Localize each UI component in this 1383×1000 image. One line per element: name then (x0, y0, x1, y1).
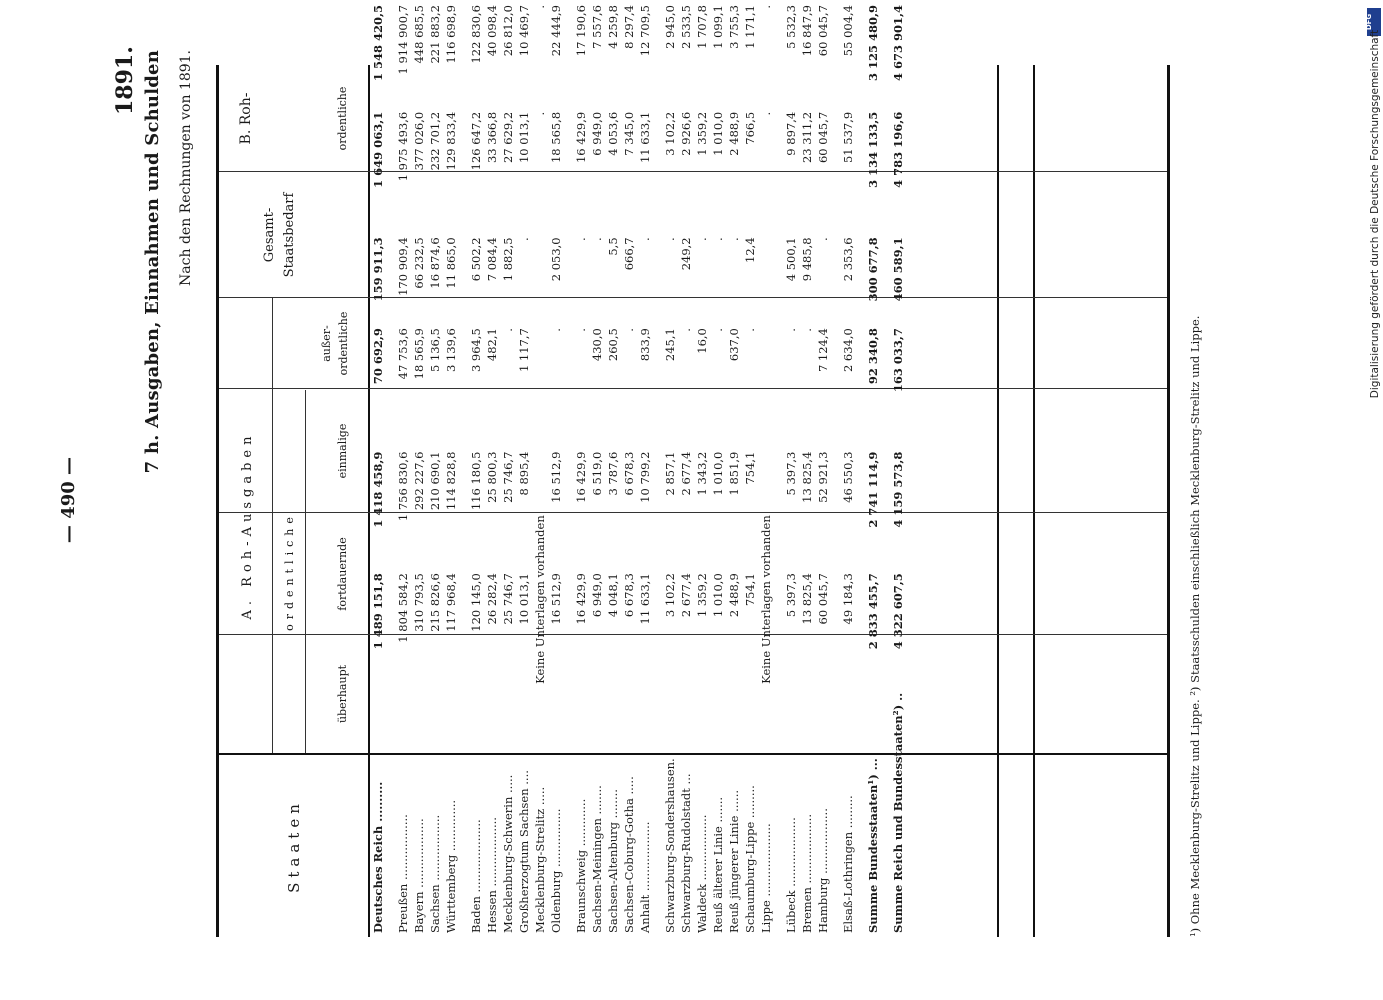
table-cell: 1 649 063,1 (371, 111, 385, 188)
state-name: Braunschweig ............. (574, 798, 588, 933)
table-cell: 2 833 455,7 (866, 573, 880, 650)
table-cell: 2 533,5 (679, 5, 693, 49)
table-cell: 40 098,4 (485, 5, 499, 57)
table-cell: 16 874,6 (428, 237, 442, 289)
table-row (589, 0, 605, 937)
table-cell: 249,2 (679, 237, 693, 271)
row-spacer (881, 0, 890, 937)
state-name: Schaumburg-Lippe ......... (743, 785, 757, 933)
table-row (532, 0, 548, 937)
table-cell: 16 429,9 (574, 111, 588, 164)
table-cell: 2 488,9 (727, 573, 741, 618)
table-cell: . (711, 237, 725, 242)
row-spacer (774, 0, 783, 937)
table-cell: 117 968,4 (444, 573, 458, 632)
table-cell: 2 945,0 (663, 5, 677, 49)
table-cell: 126 647,2 (469, 111, 483, 171)
table-cell: 3 755,3 (727, 5, 741, 49)
table-cell: 460 589,1 (891, 237, 905, 302)
table-cell: . (816, 237, 830, 242)
footnotes: ¹) Ohne Mecklenburg-Strelitz und Lippe. ²) Staatsschulden einschließlich Mecklenburg-Strelitz und Lippe. (1188, 315, 1202, 937)
table-cell: 1 975 493,6 (396, 111, 410, 182)
table-cell: 92 340,8 (866, 328, 880, 385)
table-cell: . (711, 328, 725, 332)
state-name: Bremen ................... (800, 814, 814, 933)
table-cell: 2 677,4 (679, 451, 693, 496)
table-row (694, 0, 710, 937)
table-cell: 766,5 (743, 111, 757, 145)
table-cell: 170 909,4 (396, 237, 410, 296)
table-cell: 16 512,9 (549, 573, 563, 625)
table-cell: 6 502,2 (469, 237, 483, 282)
state-name: Lübeck ................... (784, 817, 798, 933)
row-spacer (856, 0, 865, 937)
table-cell: 12,4 (743, 237, 757, 263)
state-name: Summe Reich und Bundesstaaten²) .. (891, 692, 905, 933)
dfg-logo-text: DFG (1365, 13, 1374, 31)
table-cell: 66 232,5 (412, 237, 426, 289)
table-cell: 5 136,5 (428, 328, 442, 373)
table-cell: 16 429,9 (574, 573, 588, 625)
table-row (758, 0, 774, 937)
table-cell: 3 134 133,5 (866, 111, 880, 188)
table-cell: 122 830,6 (469, 5, 483, 64)
page-title: 7 h. Ausgaben, Einnahmen und Schulden (142, 50, 163, 474)
row-spacer (386, 0, 395, 937)
table-cell: 1 359,2 (695, 111, 709, 156)
table-cell: 4 322 607,5 (891, 573, 905, 650)
table-row (484, 0, 500, 937)
state-name: Reuß älterer Linie ....... (711, 796, 725, 933)
table-cell: 2 926,6 (679, 111, 693, 156)
state-name: Reuß jüngerer Linie ...... (727, 789, 741, 933)
table-cell: 3 964,5 (469, 328, 483, 373)
digitization-credit: Digitalisierung gefördert durch die Deutsche Forschungsgemeinschaft (1369, 29, 1381, 399)
table-cell: 1 914 900,7 (396, 5, 410, 75)
table-cell: 13 825,4 (800, 451, 814, 503)
sum-rule (997, 65, 999, 937)
table-cell: 11 633,1 (638, 111, 652, 164)
table-cell: 6 949,0 (590, 573, 604, 618)
table-cell: . (695, 237, 709, 242)
table-cell: 1 171,1 (743, 5, 757, 49)
header-fortdauernde: fortdauernde (336, 537, 349, 611)
table-cell: 260,5 (606, 328, 620, 362)
table-cell: . (784, 328, 798, 332)
table-cell: 666,7 (622, 237, 636, 271)
table-row (443, 0, 459, 937)
table-cell: 23 311,2 (800, 111, 814, 164)
table-cell: 292 227,6 (412, 451, 426, 511)
table-row (799, 0, 815, 937)
page-subtitle: Nach den Rechnungen von 1891. (178, 50, 194, 286)
table-cell: 17 190,6 (574, 5, 588, 57)
state-name: Oldenburg ................ (549, 808, 563, 933)
table-row (678, 0, 694, 937)
state-name: Sachsen .................. (428, 814, 442, 933)
table-row (516, 0, 532, 937)
table-row (662, 0, 678, 937)
table-cell: 1 707,8 (695, 5, 709, 49)
table-cell: 210 690,1 (428, 451, 442, 511)
table-cell: 46 550,3 (841, 451, 855, 503)
table-cell: 3 102,2 (663, 573, 677, 618)
header-gesamt: Gesamt- (262, 207, 277, 263)
state-name: Sachsen-Altenburg ........ (606, 789, 620, 933)
table-cell: . (727, 237, 741, 242)
table-cell: 10 013,1 (517, 573, 531, 625)
table-cell: . (549, 328, 563, 332)
table-cell: . (533, 5, 547, 9)
table-cell: 4 500,1 (784, 237, 798, 282)
state-name: Sachsen-Coburg-Gotha ..... (622, 776, 636, 933)
table-cell: . (574, 328, 588, 332)
table-cell: 2 741 114,9 (866, 451, 880, 528)
table-cell: 2 488,9 (727, 111, 741, 156)
header-group-a: A. Roh-Ausgaben (240, 431, 255, 620)
table-top-rule (216, 65, 219, 937)
table-cell: 430,0 (590, 328, 604, 362)
table-cell: 1 882,5 (501, 237, 515, 282)
state-name: Baden .................... (469, 819, 483, 933)
table-cell: 16,0 (695, 328, 709, 354)
no-data-note: Keine Unterlagen vorhanden (533, 515, 547, 684)
table-row (621, 0, 637, 937)
year-heading: 1891. (112, 46, 138, 115)
table-row (865, 0, 881, 937)
table-cell: 4 783 196,6 (891, 111, 905, 188)
state-name: Hessen ................... (485, 817, 499, 933)
table-cell: 10 469,7 (517, 5, 531, 57)
table-cell: 3 102,2 (663, 111, 677, 156)
table-cell: 27 629,2 (501, 111, 515, 164)
table-row (427, 0, 443, 937)
table-cell: . (590, 237, 604, 242)
table-cell: 10 013,1 (517, 111, 531, 164)
row-spacer (831, 0, 840, 937)
state-name: Preußen .................. (396, 814, 410, 933)
table-cell: 60 045,7 (816, 5, 830, 57)
table-cell: . (622, 328, 636, 332)
table-cell: 1 010,0 (711, 111, 725, 156)
table-cell: 116 180,5 (469, 451, 483, 511)
table-cell: 377 026,0 (412, 111, 426, 171)
table-cell: 60 045,7 (816, 573, 830, 625)
data-table (370, 0, 906, 937)
table-cell: 833,9 (638, 328, 652, 362)
table-cell: 4 053,6 (606, 111, 620, 156)
row-spacer (653, 0, 662, 937)
table-row (395, 0, 411, 937)
table-cell: 5,5 (606, 237, 620, 256)
table-cell: . (574, 237, 588, 242)
table-cell: 6 678,3 (622, 573, 636, 618)
table-cell: 4 259,8 (606, 5, 620, 49)
table-row (890, 0, 906, 937)
state-name: Elsaß-Lothringen ......... (841, 795, 855, 933)
digitization-sidebar (1365, 8, 1383, 992)
header-ueberhaupt: überhaupt (336, 664, 349, 724)
header-einmalige: einmalige (336, 423, 349, 479)
table-cell: 7 557,6 (590, 5, 604, 49)
state-name: Mecklenburg-Schwerin ..... (501, 774, 515, 933)
table-bottom-rule (1167, 65, 1170, 937)
table-cell: 10 799,2 (638, 451, 652, 503)
table-row (370, 0, 386, 937)
table-cell: 9 897,4 (784, 111, 798, 156)
table-row (815, 0, 831, 937)
table-cell: 2 634,0 (841, 328, 855, 373)
state-name: Deutsches Reich .......... (371, 781, 385, 933)
table-cell: . (800, 328, 814, 332)
table-cell: 754,1 (743, 451, 757, 485)
table-cell: 1 548 420,5 (371, 5, 385, 82)
state-name: Schwarzburg-Sondershausen. (663, 758, 677, 933)
table-row (411, 0, 427, 937)
page-number: — 490 — (58, 456, 79, 544)
table-cell: . (533, 111, 547, 116)
no-data-note: Keine Unterlagen vorhanden (759, 515, 773, 684)
table-cell: 13 825,4 (800, 573, 814, 625)
state-name: Württemberg .............. (444, 799, 458, 933)
state-name: Mecklenburg-Strelitz ..... (533, 786, 547, 933)
table-cell: 1 117,7 (517, 328, 531, 373)
table-cell: 5 532,3 (784, 5, 798, 49)
table-cell: 1 010,0 (711, 451, 725, 496)
table-cell: . (759, 5, 773, 9)
table-cell: 159 911,3 (371, 237, 385, 302)
header-ausser: außer- (320, 325, 333, 362)
table-cell: 47 753,6 (396, 328, 410, 380)
table-cell: 2 353,6 (841, 237, 855, 282)
table-cell: 11 865,0 (444, 237, 458, 289)
row-spacer (564, 0, 573, 937)
header-group-b: B. Roh- (238, 92, 254, 145)
table-row (468, 0, 484, 937)
table-cell: 49 184,3 (841, 573, 855, 625)
table-cell: 1 804 584,2 (396, 573, 410, 643)
table-row (840, 0, 856, 937)
table-cell: 1 359,2 (695, 573, 709, 618)
state-name: Anhalt ................... (638, 821, 652, 933)
table-cell: 52 921,3 (816, 451, 830, 503)
table-cell: . (501, 328, 515, 332)
table-cell: . (743, 328, 757, 332)
table-cell: 9 485,8 (800, 237, 814, 282)
table-cell: . (638, 237, 652, 242)
table-cell: 1 756 830,6 (396, 451, 410, 522)
table-cell: 221 883,2 (428, 5, 442, 64)
table-cell: 5 397,3 (784, 451, 798, 496)
table-cell: 8 895,4 (517, 451, 531, 496)
table-cell: 25 746,7 (501, 573, 515, 625)
table-cell: 7 345,0 (622, 111, 636, 156)
table-cell: 482,1 (485, 328, 499, 362)
table-cell: 245,1 (663, 328, 677, 362)
table-row (742, 0, 758, 937)
table-cell: 11 633,1 (638, 573, 652, 625)
table-cell: . (517, 237, 531, 242)
table-row (548, 0, 564, 937)
table-cell: 6 519,0 (590, 451, 604, 496)
table-cell: 1 851,9 (727, 451, 741, 496)
table-cell: 7 124,4 (816, 328, 830, 373)
table-cell: 754,1 (743, 573, 757, 607)
table-cell: 448 685,5 (412, 5, 426, 64)
table-cell: 1 418 458,9 (371, 451, 385, 528)
state-name: Sachsen-Meiningen ........ (590, 785, 604, 933)
table-row (726, 0, 742, 937)
table-cell: 25 746,7 (501, 451, 515, 503)
table-cell: 3 125 480,9 (866, 5, 880, 82)
header-ausserordentliche: ordentliche (337, 311, 350, 376)
table-cell: . (759, 111, 773, 116)
table-cell: 2 053,0 (549, 237, 563, 282)
state-name: Lippe .................... (759, 823, 773, 933)
table-cell: 114 828,8 (444, 451, 458, 511)
table-cell: 3 139,6 (444, 328, 458, 373)
table-cell: 16 429,9 (574, 451, 588, 503)
table-cell: 4 673 901,4 (891, 5, 905, 82)
table-cell: 16 512,9 (549, 451, 563, 503)
table-cell: 232 701,2 (428, 111, 442, 171)
table-cell: 25 800,3 (485, 451, 499, 503)
table-cell: 16 847,9 (800, 5, 814, 57)
table-cell: 1 099,1 (711, 5, 725, 49)
ordentliche-rule (305, 390, 306, 753)
table-cell: 1 343,2 (695, 451, 709, 496)
table-cell: 215 826,6 (428, 573, 442, 632)
table-cell: 4 159 573,8 (891, 451, 905, 528)
table-cell: 60 045,7 (816, 111, 830, 164)
row-spacer (459, 0, 468, 937)
state-name: Großherzogtum Sachsen .... (517, 770, 531, 933)
table-cell: 70 692,9 (371, 328, 385, 385)
table-cell: 7 084,4 (485, 237, 499, 282)
table-cell: 5 397,3 (784, 573, 798, 618)
table-cell: 300 677,8 (866, 237, 880, 302)
state-name: Bayern ................... (412, 818, 426, 933)
group-a-rule (272, 297, 273, 753)
table-cell: 8 297,4 (622, 5, 636, 49)
table-row (500, 0, 516, 937)
table-row (783, 0, 799, 937)
header-staaten: Staaten (285, 799, 303, 893)
table-cell: 55 004,4 (841, 5, 855, 57)
table-cell: 129 833,4 (444, 111, 458, 171)
table-cell: 6 949,0 (590, 111, 604, 156)
sum-rule-2 (1033, 65, 1035, 937)
table-cell: 1 010,0 (711, 573, 725, 618)
header-b-ordentliche: ordentliche (336, 86, 349, 151)
table-cell: 4 048,1 (606, 573, 620, 618)
table-cell: 116 698,9 (444, 5, 458, 64)
table-cell: 26 812,0 (501, 5, 515, 57)
header-ordentliche: ordentliche (283, 512, 296, 631)
table-cell: 2 857,1 (663, 451, 677, 496)
header-staatsbedarf: Staatsbedarf (282, 192, 297, 278)
table-cell: 26 282,4 (485, 573, 499, 625)
table-cell: 18 565,8 (549, 111, 563, 164)
table-row (605, 0, 621, 937)
state-name: Waldeck .................. (695, 814, 709, 933)
table-cell: 310 793,5 (412, 573, 426, 632)
table-cell: 33 366,8 (485, 111, 499, 164)
table-cell: 120 145,0 (469, 573, 483, 632)
table-row (710, 0, 726, 937)
table-cell: 51 537,9 (841, 111, 855, 164)
table-cell: . (663, 237, 677, 242)
table-cell: 18 565,9 (412, 328, 426, 380)
table-cell: 12 709,5 (638, 5, 652, 57)
state-name: Schwarzburg-Rudolstadt ... (679, 773, 693, 933)
state-name: Summe Bundesstaaten¹) ... (866, 758, 880, 933)
table-row (573, 0, 589, 937)
table-cell: 6 678,3 (622, 451, 636, 496)
table-cell: . (679, 328, 693, 332)
table-cell: 22 444,9 (549, 5, 563, 57)
table-row (637, 0, 653, 937)
table-cell: 2 677,4 (679, 573, 693, 618)
table-cell: 3 787,6 (606, 451, 620, 496)
table-cell: 637,0 (727, 328, 741, 362)
state-name: Hamburg .................. (816, 808, 830, 933)
table-cell: 163 033,7 (891, 328, 905, 393)
table-cell: 1 489 151,8 (371, 573, 385, 650)
